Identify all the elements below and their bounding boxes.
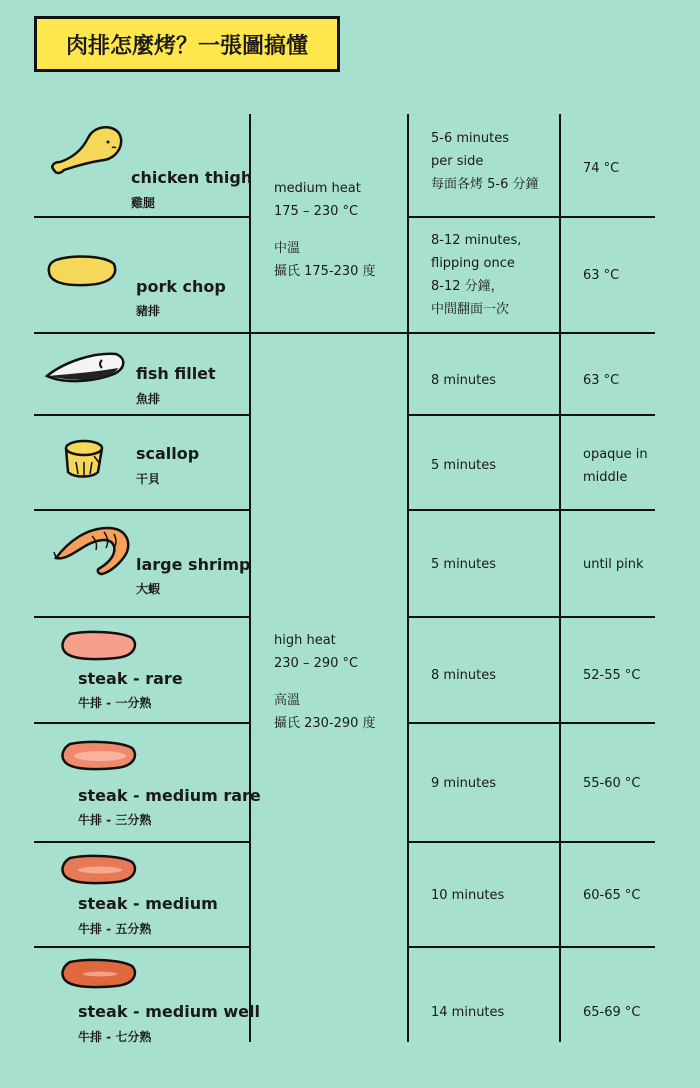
food-name-en: steak - medium <box>78 894 218 913</box>
divider <box>34 722 249 724</box>
heat-label: medium heat <box>274 181 361 196</box>
divider <box>34 616 249 618</box>
divider <box>407 114 409 1042</box>
food-name-zh: 牛排 - 五分熟 <box>78 922 152 936</box>
heat-label: high heat <box>274 633 336 648</box>
cook-time: per side <box>431 154 484 169</box>
divider <box>407 216 655 218</box>
internal-temp: opaque in <box>583 447 648 462</box>
heat-label-zh: 高溫 <box>274 693 301 708</box>
steak-medium-well-icon <box>60 958 140 990</box>
cook-time: 8-12 分鐘， <box>431 279 504 294</box>
cook-time: 8 minutes <box>431 373 497 388</box>
heat-range-zh: 攝氏 230-290 度 <box>274 716 376 731</box>
cook-time: 每面各烤 5-6 分鐘 <box>431 177 539 192</box>
cook-time: 8 minutes <box>431 668 497 683</box>
cook-time: 5 minutes <box>431 458 497 473</box>
shrimp-icon <box>52 518 134 578</box>
fish-fillet-icon <box>44 348 128 388</box>
food-name-zh: 干貝 <box>136 472 161 486</box>
chicken-thigh-icon <box>46 122 126 178</box>
cook-time: 5-6 minutes <box>431 131 509 146</box>
divider <box>34 332 655 334</box>
cook-time: 8-12 minutes, <box>431 233 522 248</box>
divider <box>407 946 655 948</box>
food-name-en: pork chop <box>136 277 226 296</box>
food-name-en: steak - medium well <box>78 1002 260 1021</box>
internal-temp: 60-65 °C <box>583 888 641 903</box>
internal-temp: middle <box>583 470 628 485</box>
internal-temp: 65-69 °C <box>583 1005 641 1020</box>
divider <box>34 946 249 948</box>
food-name-zh: 牛排 - 一分熟 <box>78 696 152 710</box>
food-name-zh: 豬排 <box>136 304 161 318</box>
food-name-zh: 大蝦 <box>136 582 161 596</box>
food-name-en: steak - medium rare <box>78 786 261 805</box>
food-name-en: chicken thigh <box>131 168 253 187</box>
divider <box>34 841 249 843</box>
internal-temp: until pink <box>583 557 644 572</box>
heat-range-zh: 攝氏 175-230 度 <box>274 264 376 279</box>
scallop-icon <box>60 436 108 480</box>
steak-medium-icon <box>60 854 140 886</box>
heat-range: 230 – 290 °C <box>274 656 359 671</box>
food-name-en: steak - rare <box>78 669 183 688</box>
cook-time: 中間翻面一次 <box>431 302 510 317</box>
divider <box>407 616 655 618</box>
steak-medium-rare-icon <box>60 740 140 772</box>
divider <box>34 509 249 511</box>
cook-time: 5 minutes <box>431 557 497 572</box>
internal-temp: 55-60 °C <box>583 776 641 791</box>
cook-time: 9 minutes <box>431 776 497 791</box>
divider <box>34 414 249 416</box>
divider <box>407 509 655 511</box>
internal-temp: 63 °C <box>583 268 620 283</box>
divider <box>34 216 249 218</box>
food-name-en: large shrimp <box>136 555 251 574</box>
cook-time: 14 minutes <box>431 1005 505 1020</box>
food-name-zh: 牛排 - 三分熟 <box>78 813 152 827</box>
cook-time: 10 minutes <box>431 888 505 903</box>
food-name-zh: 雞腿 <box>131 196 156 210</box>
food-name-zh: 魚排 <box>136 392 161 406</box>
page-title: 肉排怎麼烤？一張圖搞懂 <box>34 16 340 72</box>
heat-label-zh: 中溫 <box>274 241 301 256</box>
cook-time: flipping once <box>431 256 515 271</box>
internal-temp: 52-55 °C <box>583 668 641 683</box>
divider <box>559 114 561 1042</box>
divider <box>249 114 251 1042</box>
divider <box>407 414 655 416</box>
food-name-en: fish fillet <box>136 364 216 383</box>
pork-chop-icon <box>46 254 118 288</box>
internal-temp: 74 °C <box>583 161 620 176</box>
food-name-zh: 牛排 - 七分熟 <box>78 1030 152 1044</box>
steak-rare-icon <box>60 630 140 662</box>
divider <box>407 841 655 843</box>
heat-range: 175 – 230 °C <box>274 204 359 219</box>
internal-temp: 63 °C <box>583 373 620 388</box>
food-name-en: scallop <box>136 444 200 463</box>
divider <box>407 722 655 724</box>
